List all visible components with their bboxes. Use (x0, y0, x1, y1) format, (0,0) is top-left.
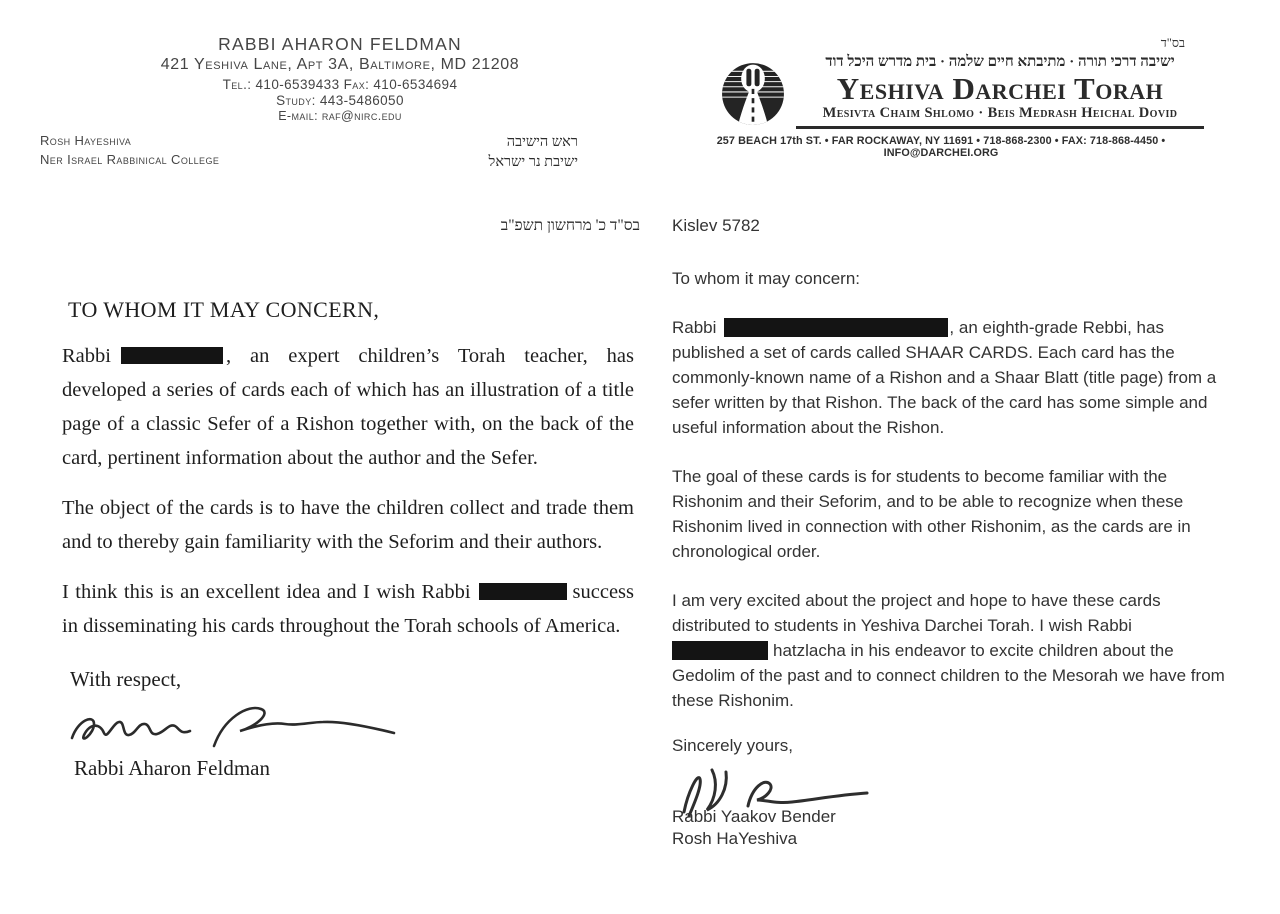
redacted-name (121, 347, 223, 364)
role-organization-hebrew: ישיבת נר ישראל (488, 154, 578, 171)
role-title-hebrew: ראש הישיבה (506, 134, 578, 151)
closing-phrase: Sincerely yours, (672, 736, 793, 756)
paragraph-3 (62, 575, 634, 643)
letterhead-phone-fax: Tel.: 410-6539433 Fax: 410-6534694 (222, 77, 458, 93)
redacted-name (672, 641, 768, 660)
paragraph-text: , an eighth-grade Rebbi, has published a set of cards called SHAAR CARDS. Each card has the commonly-known name of a Rishon and a Shaar Blatt (title page) from a sefer written by that Rishon. The back of the card has some simple and useful information about the Rishon. (672, 318, 1217, 438)
closing-phrase: With respect, (70, 666, 182, 691)
darchei-torah-letterhead (672, 53, 1247, 129)
role-title: Rosh Hayeshiva (40, 133, 132, 149)
signed-name: Rabbi Aharon Feldman (74, 755, 270, 780)
signature-block (672, 806, 1228, 850)
paragraph-text: Rabbi (62, 344, 111, 367)
feldman-letter (40, 0, 640, 781)
paragraph-text: I think this is an excellent idea and I wish Rabbi (62, 580, 471, 603)
school-name: Yeshiva Darchei Torah (836, 70, 1164, 106)
salutation: To whom it may concern: (672, 269, 861, 289)
bsd-mark: בס"ד (1160, 36, 1185, 50)
feldman-letter-body (62, 297, 634, 781)
paragraph-text: Rabbi (672, 318, 717, 338)
darchei-letter-body (672, 213, 1228, 850)
paragraph-2: The object of the cards is to have the children collect and trade them and to thereby gain familiarity with the Seforim and their authors. (62, 496, 634, 553)
paragraph-text: success in disseminating his cards throughout the Torah schools of America. (62, 580, 634, 637)
paragraph-text: hatzlacha in his endeavor to excite children about the Gedolim of the past and to connect children to the Mesorah we have from these Rishonim. (672, 641, 1225, 711)
salutation: TO WHOM IT MAY CONCERN, (68, 296, 380, 322)
paragraph-1 (62, 339, 634, 475)
paragraph-2: The goal of these cards is for students to become familiar with the Rishonim and their Seforim, and to be able to recognize when these Rishonim lived in connection with other Rishonim, as the cards are in chronological order. (672, 467, 1191, 562)
role-organization: Ner Israel Rabbinical College (40, 151, 220, 167)
school-name-hebrew: ישיבה דרכי תורה · מתיבתא חיים שלמה · בית מדרש היכל דוד (825, 54, 1175, 70)
paragraph-3 (672, 588, 1228, 713)
letterhead-study-phone: Study: 443-5486050 (276, 93, 404, 109)
paragraph-1 (672, 315, 1228, 440)
role-english (40, 132, 219, 173)
redacted-name (724, 318, 948, 337)
paragraph-text: , an expert children’s Torah teacher, has developed a series of cards each of which has an illustration of a title page of a classic Sefer of a Rishon together with, on the back of the card, pertinent information about the author and the Sefer. (62, 344, 634, 469)
letterhead-roles (40, 132, 640, 173)
school-divisions: Mesivta Chaim Shlomo · Beis Medrash Heichal Dovid (796, 105, 1204, 129)
letterhead-email: E-mail: raf@nirc.edu (278, 109, 402, 124)
role-hebrew (489, 132, 578, 173)
letterhead-address: 421 Yeshiva Lane, Apt 3A, Baltimore, MD 21208 (160, 56, 520, 74)
feldman-letterhead (40, 0, 640, 123)
letterhead-name: RABBI AHARON FELDMAN (218, 34, 462, 54)
redacted-name (479, 583, 567, 600)
letter-date: Kislev 5782 (672, 216, 760, 236)
hebrew-date: בס"ד כ' מרחשון תשפ"ב (500, 216, 640, 234)
signed-title: Rosh HaYeshiva (672, 829, 798, 849)
darchei-torah-letter (672, 0, 1247, 850)
letterhead-text (796, 53, 1204, 129)
paragraph-text: I am very excited about the project and hope to have these cards distributed to students in Yeshiva Darchei Torah. I wish Rabbi (672, 591, 1161, 636)
feldman-signature (64, 696, 404, 756)
signed-name: Rabbi Yaakov Bender (672, 807, 836, 827)
darchei-torah-logo (720, 61, 786, 127)
school-contact-line: 257 BEACH 17th ST. • FAR ROCKAWAY, NY 11691 • 718-868-2300 • FAX: 718-868-4450 • INFO@DARCHEI.ORG (716, 135, 1166, 160)
